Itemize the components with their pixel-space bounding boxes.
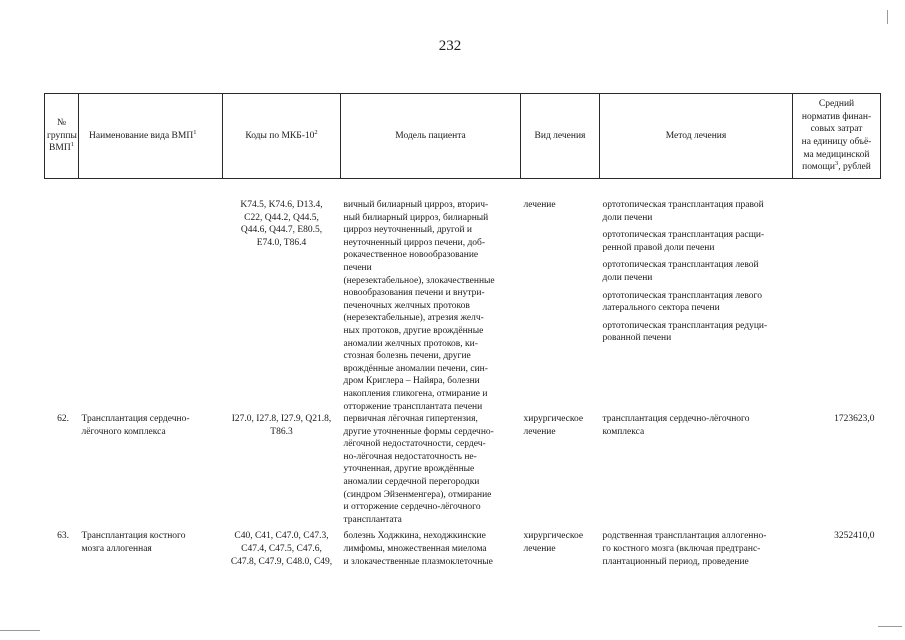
text-line: но-лёгочная недостаточность не- [343, 451, 477, 462]
text-line: ных протоков, другие врождённые [343, 325, 484, 336]
text-line: (нерезектабельное), злокачественные [343, 275, 495, 286]
header-patient-model: Модель пациента [341, 94, 521, 179]
treatment-method-item [603, 259, 790, 284]
text-line: лёгочного комплекса [81, 426, 166, 437]
treatment-method-item [603, 229, 790, 254]
table-row [45, 199, 881, 413]
text-line: го костного мозга (включая предтранс- [602, 544, 761, 555]
row-icd-codes [223, 199, 341, 413]
text-line: плантационный период, проведение [602, 556, 749, 567]
text-line: родственная трансплантация аллогенно- [602, 531, 767, 542]
row-cost-norm: 3252410,0 [834, 531, 875, 542]
text-line: Трансплантация сердечно- [81, 414, 190, 425]
header-treatment-type: Вид лечения [521, 94, 600, 179]
scan-mark-top-right [887, 10, 888, 24]
text-line: комплекса [602, 426, 645, 437]
text-line: и отторжение сердечно-лёгочного [343, 502, 481, 513]
text-line: хирургическое [523, 531, 584, 542]
text-line: печени [343, 262, 372, 273]
text-line: врождённые аномалии печени, син- [343, 363, 488, 374]
text-line: Q44.6, Q44.7, E80.5, [240, 225, 323, 236]
text-line: I27.0, I27.8, I27.9, Q21.8, [231, 414, 332, 425]
text-line: C22, Q44.2, Q44.5, [244, 212, 319, 223]
text-line: и злокачественные плазмоклеточные [343, 556, 493, 567]
text-line: первичная лёгочная гипертензия, [343, 414, 478, 425]
row-treatment-type [521, 199, 600, 413]
text-line: аномалии желчных протоков, ки- [343, 338, 478, 349]
row-group-number: 63. [57, 531, 69, 542]
text-line: (нерезектабельные), атрезия желч- [343, 313, 484, 324]
treatment-method-item [603, 530, 790, 568]
text-line: доли печени [602, 212, 653, 223]
text-line: уточненная, другие врождённые [343, 464, 475, 475]
text-line: ортотопическая трансплантация левой [602, 260, 759, 271]
row-patient-model [341, 413, 521, 526]
text-line: трансплантата [343, 514, 402, 525]
treatment-method-item [603, 199, 790, 224]
text-line: трансплантация сердечно-лёгочного [602, 414, 750, 425]
row-cost-norm [793, 199, 881, 413]
row-patient-model [341, 199, 521, 413]
text-line: вичный билиарный цирроз, вторич- [343, 200, 489, 210]
row-treatment-methods [600, 530, 793, 573]
treatment-method-item [603, 413, 790, 438]
row-vmp-name [79, 413, 223, 526]
text-line: Трансплантация костного [81, 531, 186, 542]
text-line: стозная болезнь печени, другие [343, 351, 471, 362]
row-icd-codes [223, 530, 341, 573]
text-line: ортотопическая трансплантация расщи- [602, 230, 765, 241]
text-line: (синдром Эйзенменгера), отмирание [343, 489, 492, 500]
header-icd-codes: Коды по МКБ-$10^2$ [223, 94, 341, 179]
text-line: рокачественное новообразование [343, 250, 479, 261]
text-line: C40, C41, C47.0, C47.3, [234, 531, 329, 542]
text-line: K74.5, K74.6, D13.4, [240, 200, 323, 210]
header-vmp-name: Наименование вида ВМП$^1$ [79, 94, 223, 179]
table-row [45, 530, 881, 573]
text-line: лечение [523, 426, 556, 437]
text-line: печеночных желчных протоков [343, 300, 470, 311]
row-treatment-methods [600, 199, 793, 413]
text-line: лимфомы, множественная миелома [343, 544, 487, 555]
text-line: дром Криглера – Найяра, болезни [343, 376, 480, 387]
text-line: накопления гликогена, отмирание и [343, 388, 488, 399]
text-line: доли печени [602, 272, 653, 283]
text-line: неуточненный цирроз печени, доб- [343, 237, 486, 248]
table-header-row [45, 94, 881, 179]
row-icd-codes [223, 413, 341, 526]
text-line: аномалии сердечной перегородки [343, 477, 480, 488]
text-line: латерального сектора печени [602, 303, 720, 314]
text-line: хирургическое [523, 414, 584, 425]
table-body [45, 179, 881, 574]
row-vmp-name [79, 199, 223, 413]
text-line: ортотопическая трансплантация редуци- [602, 320, 768, 331]
header-group-number: № группы ВМП$^1$ [45, 94, 79, 179]
row-treatment-methods [600, 413, 793, 526]
row-vmp-name [79, 530, 223, 573]
text-line: лёгочной недостаточности, сердеч- [343, 439, 486, 450]
scan-mark-bottom-left [0, 630, 40, 631]
row-treatment-type [521, 413, 600, 526]
text-line: болезнь Ходжкина, неходжкинские [343, 531, 486, 542]
text-line: ортотопическая трансплантация левого [602, 290, 762, 301]
text-line: лечение [523, 544, 556, 555]
scan-mark-bottom-right [878, 626, 902, 627]
text-line: лечение [523, 200, 556, 210]
vmp-table [44, 93, 881, 573]
text-line: C47.8, C47.9, C48.0, C49, [230, 556, 333, 567]
treatment-method-item [603, 290, 790, 315]
header-treatment-method: Метод лечения [600, 94, 793, 179]
row-patient-model [341, 530, 521, 573]
treatment-method-item [603, 320, 790, 345]
text-line: E74.0, T86.4 [256, 237, 307, 248]
text-line: рованной печени [602, 333, 672, 344]
text-line: другие уточненные формы сердечно- [343, 426, 494, 437]
page-number: 232 [438, 38, 462, 54]
text-line: новообразования печени и внутри- [343, 288, 485, 299]
row-cost-norm: 1723623,0 [834, 414, 875, 425]
text-line: C47.4, C47.5, C47.6, [241, 544, 322, 555]
text-line: ный билиарный цирроз, билиарный [343, 212, 489, 223]
row-group-number: 62. [57, 414, 69, 425]
row-group-number [45, 199, 79, 413]
text-line: цирроз неуточненный, другой и [343, 225, 473, 236]
text-line: отторжение трансплантата печени [343, 401, 483, 412]
table-row [45, 413, 881, 526]
header-cost-norm: Средний норматив финан- совых затрат на единицу объё- ма медицинской помощи$^3$, рублей [793, 94, 881, 179]
text-line: ренной правой доли печени [602, 242, 715, 253]
text-line: мозга аллогенная [81, 544, 152, 555]
text-line: T86.3 [270, 426, 293, 437]
text-line: ортотопическая трансплантация правой [602, 200, 764, 210]
row-treatment-type [521, 530, 600, 573]
